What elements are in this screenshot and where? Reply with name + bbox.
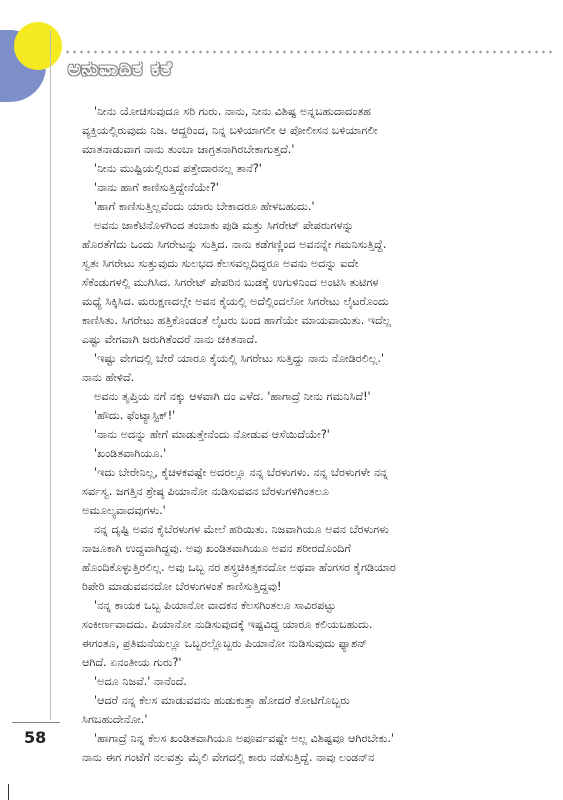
text-line: ಸಂಕೀರ್ಣವಾದದು. ಪಿಯಾನೋ ನುಡಿಸುವುದಕ್ಕೆ ಇಷ್ಟವಿದ್ದ ಯಾರೂ ಕಲಿಯಬಹುದು. [82,618,373,631]
text-line: ಅವನು ತೃಪ್ತಿಯ ನಗೆ ನಕ್ಕು ಆಳವಾಗಿ ದಂ ಎಳೆದ. 'ಹಾಗಾದ್ರೆ ನೀನು ಗಮನಿಸಿದೆ!' [94,390,371,403]
text-line: 'ನನ್ನ ಕಾಯಕ ಒಬ್ಬ ಪಿಯಾನೋ ವಾದಕನ ಕೆಲಸಗಿಂತಲೂ ಸಾವಿರಪಟ್ಟು [94,599,337,612]
text-line: ಮಾತನಾಡುವಾಗ ನಾನು ತುಂಬಾ ಜಾಗ್ರತನಾಗಿರಬೇಕಾಗುತ್ತದೆ.' [82,143,295,156]
text-line: ಸರ್ವಸ್ವ. ಜಗತ್ತಿನ ಶ್ರೇಷ್ಠ ಪಿಯಾನೋ ನುಡಿಸುವವನ ಬೆರಳುಗಳಿಗಿಂತಲೂ [82,485,329,498]
text-line: ಎಷ್ಟು ವೇಗವಾಗಿ ಜರುಗಿತೆಂದರೆ ನಾನು ಚಕಿತನಾದೆ. [82,333,258,346]
page-number: 58 [24,728,47,747]
text-line: 'ಖಂಡಿತವಾಗಿಯೂ.' [94,447,167,460]
text-line: ನಾಜೂಕಾಗಿ ಉದ್ದವಾಗಿದ್ದವು. ಅವು ಖಂಡಿತವಾಗಿಯೂ ಅವನ ಶರೀರದೊಂದಿಗೆ [82,542,351,555]
text-line: 'ನೀನು ಯೋಚಿಸುವುದೂ ಸರಿ ಗುರು. ನಾನು, ನೀನು ವಿಶಿಷ್ಟ ಅನ್ನಬಹುದಾದಂತಹ [94,105,372,118]
text-line: ಅವನು ಜಾಕೆಟಿನೊಳಗಿಂದ ತಂಬಾಕು ಪುಡಿ ಮತ್ತು ಸಿಗರೇಟ್ ಪೇಪರುಗಳನ್ನು [94,219,354,232]
text-line: 'ನಾನು ಅದನ್ನು ಹೇಗೆ ಮಾಡುತ್ತೇನೆಂದು ನೋಡುವ ಆಸೆಯಿದೆಯೇ?' [94,428,330,441]
text-line: ಸ್ವತಃ ಸಿಗರೇಟು ಸುತ್ತುವುದು ಸುಲಭದ ಕೆಲಸವಲ್ಲದಿದ್ದರೂ ಅವನು ಅದನ್ನು ಐದೇ [82,257,359,270]
decorative-yellow-circle [14,22,62,70]
text-line: 'ಇಷ್ಟು ವೇಗದಲ್ಲಿ ಬೇರೆ ಯಾರೂ ಕೈಯಲ್ಲಿ ಸಿಗರೇಟು ಸುತ್ತಿದ್ದು ನಾನು ನೋಡಿರಲಿಲ್ಲ.' [94,352,385,365]
text-line: ನಾನು ಈಗ ಗಂಟೆಗೆ ನಲವತ್ತು ಮೈಲಿ ವೇಗದಲ್ಲಿ ಕಾರು ನಡೆಸುತ್ತಿದ್ದೆ. ನಾವು ಲಂಡನ್‌ನ [82,751,375,764]
crop-mark [8,784,9,800]
text-line: ಹೊರತೆಗೆದು ಒಂದು ಸಿಗರೇಟನ್ನು ಸುತ್ತಿದ. ನಾನು ಕಡೆಗಣ್ಣಿಂದ ಅವನನ್ನೇ ಗಮನಿಸುತ್ತಿದ್ದೆ. [82,238,387,251]
text-line: ನಾನು ಹೇಳಿದೆ. [82,371,135,384]
text-line: ನನ್ನ ದೃಷ್ಟಿ ಅವನ ಕೈಬೆರಳುಗಳ ಮೇಲೆ ಹರಿಯಿತು. ನಿಜವಾಗಿಯೂ ಅವನ ಬೆರಳುಗಳು [94,523,389,536]
text-line: 'ಹಾಗಾದ್ರೆ ನಿನ್ನ ಕೆಲಸ ಖಂಡಿತವಾಗಿಯೂ ಅಪೂರ್ವವಷ್ಟೇ ಅಲ್ಲ ವಿಶಿಷ್ಟವೂ ಆಗಿರಬೇಕು.' [94,732,394,745]
text-line: 'ಹೌದು. ಫೆಂಟ್ಯಾಸ್ಟಿಕ್!' [94,409,176,422]
text-line: 'ನಾನು ಹಾಗೆ ಕಾಣಿಸುತ್ತಿದ್ದೇನೆಯೇ?' [94,181,219,194]
margin-rule [50,30,51,720]
text-line: ಆಗಿದೆ. ಏನಂತೀಯ ಗುರು?' [82,656,182,669]
text-line: 'ನೀನು ಮುಷ್ಟಿಯಲ್ಲಿರುವ ಪತ್ತೇದಾರನಲ್ಲ ತಾನೆ?' [94,162,262,175]
text-line: 'ಅದೂ ನಿಜವೆ.' ನಾನೆಂದೆ. [94,675,187,688]
text-line: ರಿಪೇರಿ ಮಾಡುವವನದೋ ಬೆರಳುಗಳಂತೆ ಕಾಣಿಸುತ್ತಿದ್ದವು! [82,580,282,593]
text-line: ಸೆಕೆಂಡುಗಳಲ್ಲಿ ಮುಗಿಸಿದ. ಸಿಗರೇಟ್ ಪೇಪರಿನ ಬುಡಕ್ಕೆ ಉಗುಳಿನಿಂದ ಅಂಟಿಸಿ ತುಟಿಗಳ [82,276,379,289]
text-line: 'ಹಾಗೆ ಕಾಣಿಸುತ್ತಿಲ್ಲವೆಂದು ಯಾರು ಬೇಕಾದರೂ ಹೇಳಬಹುದು.' [94,200,315,213]
text-line: 'ಇದು ಬೇರೇನಿಲ್ಲ, ಕೈಚಳಕವಷ್ಟೇ ಅದರಲ್ಲೂ ನನ್ನ ಬೆರಳುಗಳು. ನನ್ನ ಬೆರಳುಗಳೇ ನನ್ನ [94,466,388,479]
text-line: ಸಿಗಬಹುದೇನೋ.' [82,713,148,726]
page-number-rule [12,722,60,723]
text-line: ವ್ಯಕ್ತಿಯಲ್ಲಿರುವುದು ನಿಜ. ಆದ್ದರಿಂದ, ನಿನ್ನ ಬಳಿಯಾಗಲೀ ಆ ಪೋಲೀಸನ ಬಳಿಯಾಗಲೀ [82,124,378,137]
body-text [82,102,462,767]
section-title: ಅನುವಾದಿತ ಕತೆ [68,58,173,80]
text-line: ಮಧ್ಯೆ ಸಿಕ್ಕಿಸಿದ. ಮರುಕ್ಷಣದಲ್ಲೇ ಅವನ ಕೈಯಲ್ಲಿ ಅದೆಲ್ಲಿಂದಲೋ ಸಿಗರೇಟು ಲೈಟರೊಂದು [82,295,389,308]
text-line: 'ಆದರೆ ನನ್ನ ಕೆಲಸ ಮಾಡುವವನು ಹುಡುಕುತ್ತಾ ಹೋದರೆ ಕೋಟಿಗೊಬ್ಬರು [94,694,350,707]
text-line: ಅಮೂಲ್ಯವಾದವುಗಳು.' [82,504,166,517]
text-line: ಹೊಂದಿಕೊಳ್ಳುತ್ತಿರಲಿಲ್ಲ. ಅವು ಒಬ್ಬ ನರ ಶಸ್ತ್ರಚಿಕಿತ್ಸಕನದೋ ಅಥವಾ ಹೆಂಗಸರ ಕೈಗಡಿಯಾರ [82,561,396,574]
text-line: ಈಗಂತೂ, ಪ್ರತಿಮನೆಯಲ್ಲೂ ಒಬ್ಬರಲ್ಲೊಬ್ಬರು ಪಿಯಾನೋ ನುಡಿಸುವುದು ಫ್ಯಾಶನ್ [82,637,368,650]
dotted-header-rule [64,50,556,54]
text-line: ಕಾಣಿಸಿತು. ಸಿಗರೇಟು ಹತ್ತಿಕೊಂಡಂತೆ ಲೈಟರು ಬಂದ ಹಾಗೆಯೇ ಮಾಯವಾಯಿತು. ಇದೆಲ್ಲ [82,314,392,327]
